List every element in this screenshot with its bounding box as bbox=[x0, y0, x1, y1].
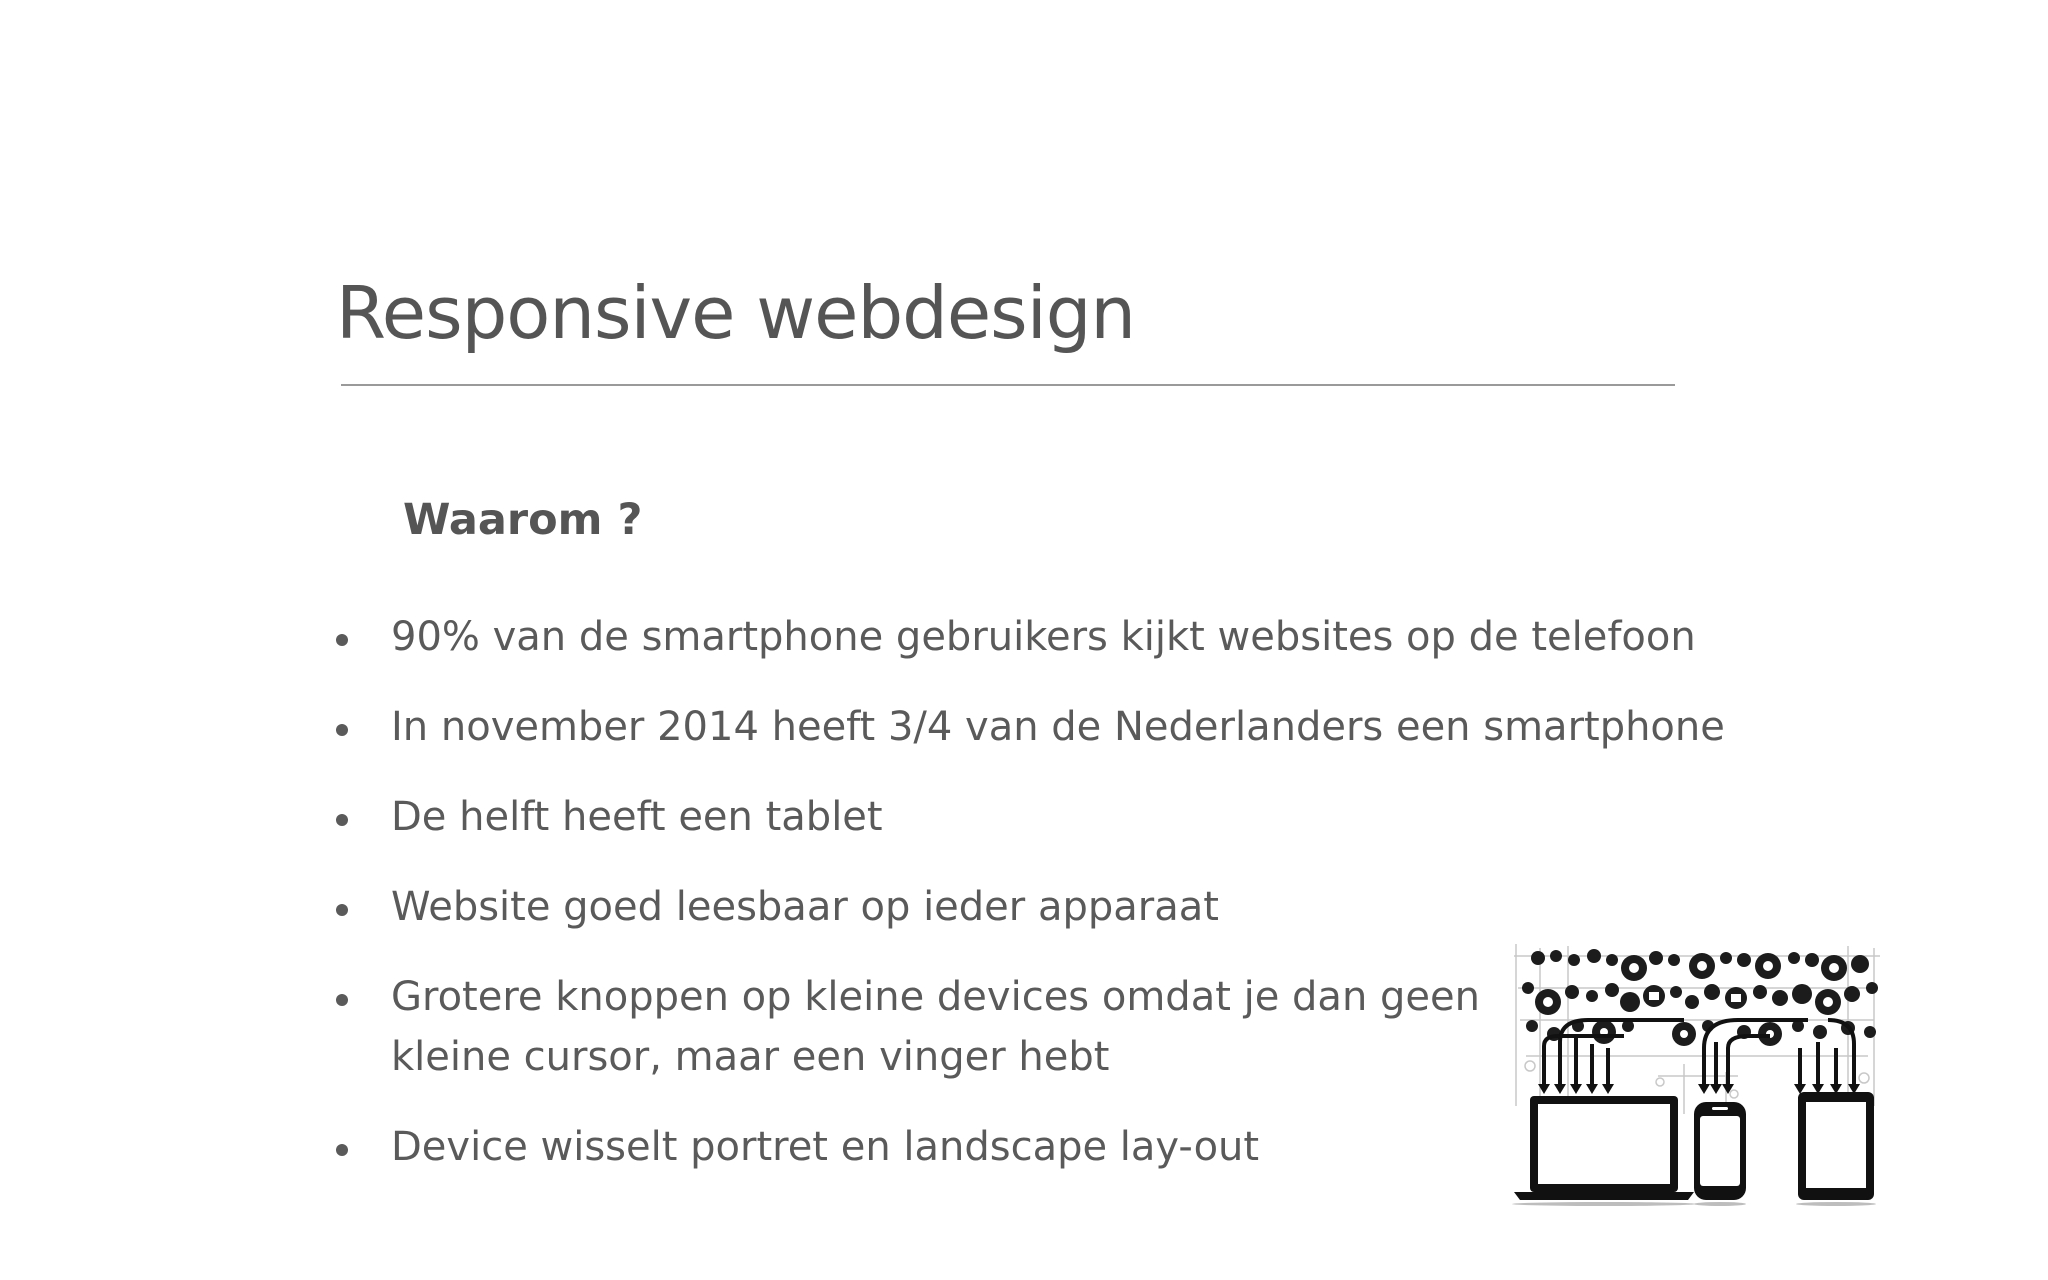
bullet-icon bbox=[336, 994, 348, 1006]
tablet-icon bbox=[1796, 1092, 1876, 1206]
bullet-text: Grotere knoppen op kleine devices omdat je dan geen bbox=[391, 974, 1480, 1020]
bullet-icon bbox=[336, 634, 348, 646]
bullet-text-continuation: kleine cursor, maar een vinger hebt bbox=[391, 1034, 1110, 1080]
section-heading: Waarom ? bbox=[403, 495, 643, 545]
bullet-icon bbox=[336, 1144, 348, 1156]
bullet-text: 90% van de smartphone gebruikers kijkt websites op de telefoon bbox=[391, 614, 1696, 660]
bullet-text: Website goed leesbaar op ieder apparaat bbox=[391, 884, 1219, 930]
connected-devices-illustration bbox=[1508, 936, 1888, 1206]
laptop-icon bbox=[1512, 1096, 1696, 1206]
bullet-icon bbox=[336, 904, 348, 916]
slide-title: Responsive webdesign bbox=[336, 271, 1136, 355]
bullet-text: In november 2014 heeft 3/4 van de Nederlanders een smartphone bbox=[391, 704, 1725, 750]
bullet-icon bbox=[336, 724, 348, 736]
bullet-icon bbox=[336, 814, 348, 826]
title-divider bbox=[341, 384, 1675, 386]
bullet-text: De helft heeft een tablet bbox=[391, 794, 883, 840]
smartphone-icon bbox=[1694, 1102, 1746, 1206]
bullet-text: Device wisselt portret en landscape lay-out bbox=[391, 1124, 1260, 1170]
